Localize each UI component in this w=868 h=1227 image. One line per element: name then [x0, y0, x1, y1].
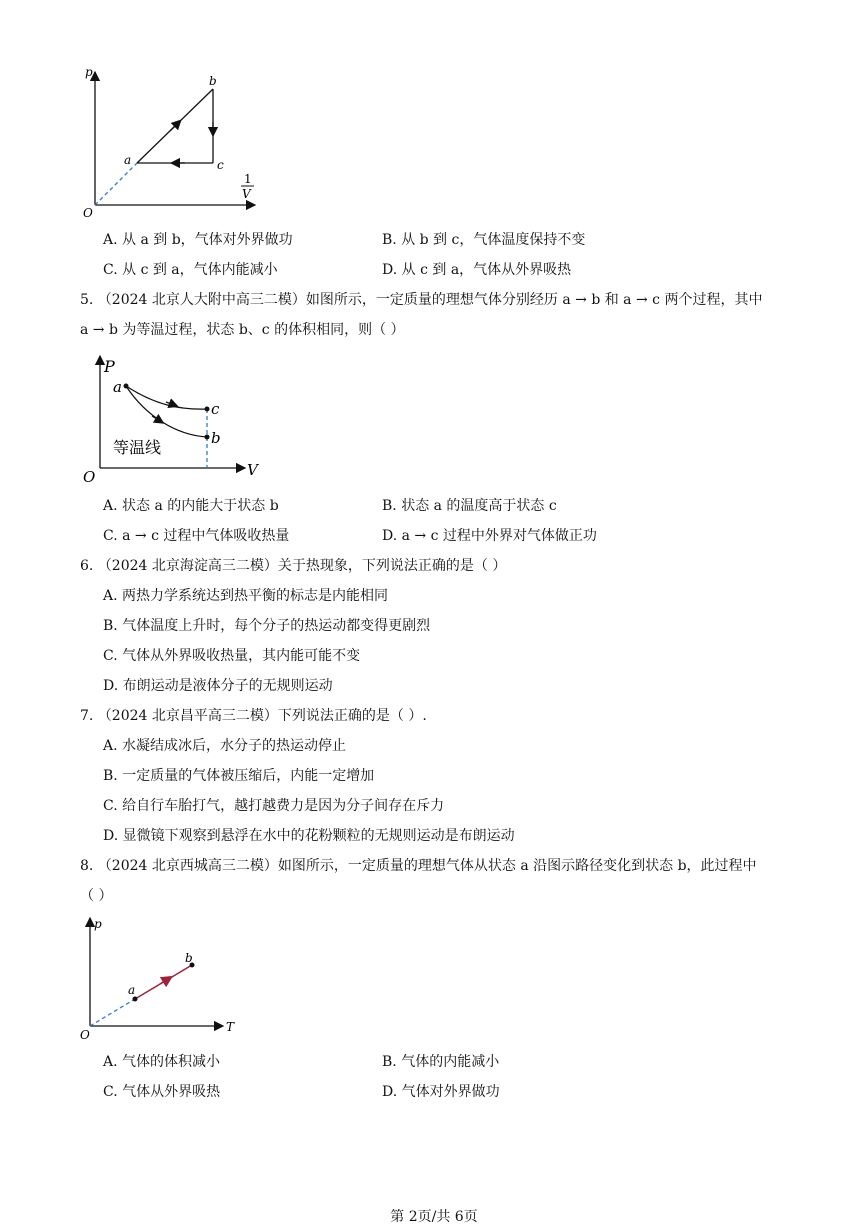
q5-isotherm-label: 等温线 — [113, 438, 162, 457]
q5-x-label: V — [247, 461, 258, 479]
q5-y-label: P — [104, 357, 115, 376]
q5-point-b — [205, 435, 210, 440]
q7-option-d[interactable]: D. 显微镜下观察到悬浮在水中的花粉颗粒的无规则运动是布朗运动 — [103, 828, 515, 844]
q4-option-c[interactable]: C. 从 c 到 a，气体内能减小 — [103, 262, 278, 278]
q6-stem: 6. （2024 北京海淀高三二模）关于热现象，下列说法正确的是（ ） — [80, 558, 507, 574]
q5-origin-label: O — [83, 468, 96, 485]
q8-stem-line1: 8. （2024 北京西城高三二模）如图所示，一定质量的理想气体从状态 a 沿图示路径变化到状态 b，此过程中 — [80, 858, 757, 874]
q8-point-b-label: b — [185, 951, 193, 965]
q8-option-c[interactable]: C. 气体从外界吸热 — [103, 1084, 221, 1100]
q8-dashed-line — [90, 999, 135, 1026]
q4-x-label-numerator: 1 — [244, 172, 252, 186]
q4-figure — [80, 60, 270, 220]
q8-arrow-ab — [160, 979, 168, 984]
q5-point-a — [124, 384, 129, 389]
q4-point-b-label: b — [209, 74, 217, 88]
q4-arrow-ab — [170, 123, 178, 131]
q8-option-b[interactable]: B. 气体的内能减小 — [382, 1054, 500, 1070]
q7-option-a[interactable]: A. 水凝结成冰后，水分子的热运动停止 — [103, 738, 347, 754]
q6-option-d[interactable]: D. 布朗运动是液体分子的无规则运动 — [103, 678, 333, 694]
q8-option-d[interactable]: D. 气体对外界做功 — [382, 1084, 500, 1100]
q4-y-label: p — [85, 65, 93, 79]
page-footer: 第 2页/共 6页 — [390, 1209, 478, 1225]
q4-origin-label: O — [83, 206, 93, 220]
q5-option-c[interactable]: C. a → c 过程中气体吸收热量 — [103, 528, 290, 544]
q8-origin-label: O — [80, 1028, 90, 1042]
q4-point-c-label: c — [217, 158, 224, 172]
q5-point-a-label: a — [113, 378, 122, 396]
q8-figure — [78, 912, 253, 1042]
q5-path-ac — [126, 386, 207, 409]
q6-option-a[interactable]: A. 两热力学系统达到热平衡的标志是内能相同 — [103, 588, 389, 604]
q8-option-a[interactable]: A. 气体的体积减小 — [103, 1054, 221, 1070]
q8-point-a — [133, 997, 138, 1002]
q4-option-d[interactable]: D. 从 c 到 a，气体从外界吸热 — [382, 262, 572, 278]
q7-option-c[interactable]: C. 给自行车胎打气，越打越费力是因为分子间存在斥力 — [103, 798, 445, 814]
q5-option-d[interactable]: D. a → c 过程中外界对气体做正功 — [382, 528, 597, 544]
q4-dashed-line — [95, 163, 137, 205]
q5-figure — [80, 350, 270, 485]
q4-x-label-denominator: V — [242, 187, 251, 201]
q8-x-label: T — [226, 1020, 235, 1034]
q4-point-a-label: a — [124, 153, 132, 167]
q8-stem-line2: （ ） — [80, 888, 113, 904]
q5-point-c — [205, 407, 210, 412]
q5-point-b-label: b — [211, 429, 221, 447]
q8-point-a-label: a — [128, 983, 136, 997]
q5-stem-line2: a → b 为等温过程，状态 b、c 的体积相同，则（ ） — [80, 322, 405, 338]
q4-option-b[interactable]: B. 从 b 到 c，气体温度保持不变 — [382, 232, 586, 248]
q7-option-b[interactable]: B. 一定质量的气体被压缩后，内能一定增加 — [103, 768, 375, 784]
q5-point-c-label: c — [211, 400, 220, 418]
q6-option-b[interactable]: B. 气体温度上升时，每个分子的热运动都变得更剧烈 — [103, 618, 431, 634]
q5-option-a[interactable]: A. 状态 a 的内能大于状态 b — [103, 498, 279, 514]
q5-stem-line1: 5. （2024 北京人大附中高三二模）如图所示，一定质量的理想气体分别经历 a → b 和 a → c 两个过程，其中 — [80, 292, 763, 308]
q5-option-b[interactable]: B. 状态 a 的温度高于状态 c — [382, 498, 557, 514]
q8-y-label: p — [94, 917, 102, 931]
q6-option-c[interactable]: C. 气体从外界吸收热量，其内能可能不变 — [103, 648, 361, 664]
q7-stem: 7. （2024 北京昌平高三二模）下列说法正确的是（ ）. — [80, 708, 427, 724]
q5-arrow-ab — [152, 416, 160, 421]
q4-option-a[interactable]: A. 从 a 到 b，气体对外界做功 — [103, 232, 293, 248]
